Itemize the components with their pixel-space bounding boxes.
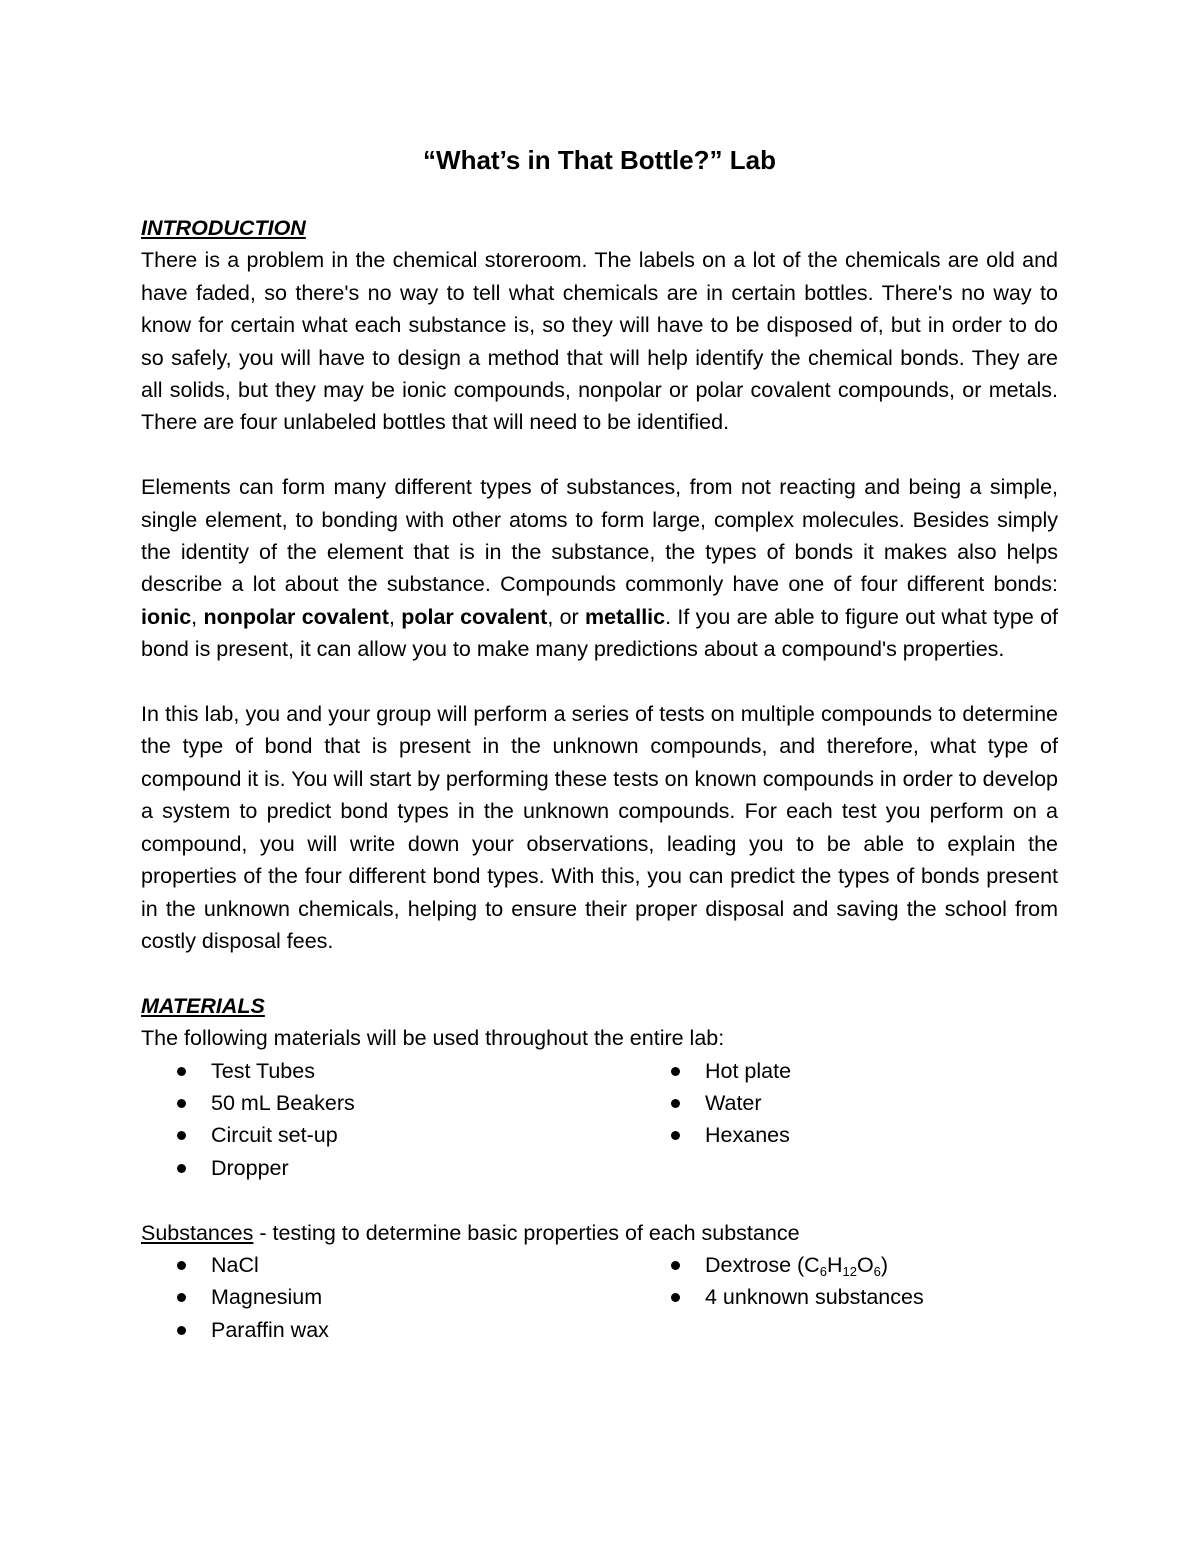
list-item-label: Test Tubes [211, 1058, 315, 1083]
bullet-icon [177, 1261, 186, 1270]
introduction-paragraph-3: In this lab, you and your group will perform a series of tests on multiple compounds to determine the type of bond that is present in the unknown compounds, and therefore, what type of compound it is. You will start by performing these tests on known compounds in order to develop a system to predict bond types in the unknown compounds. For each test you perform on a compound, you will write down your observations, leading you to be able to explain the properties of the four different bond types. With this, you can predict the types of bonds present in the unknown chemicals, helping to ensure their proper disposal and saving the school from costly disposal fees. [141, 702, 1058, 953]
substances-label: Substances [141, 1220, 254, 1245]
substances-list-right [635, 1249, 1058, 1346]
materials-list [141, 1055, 1058, 1185]
dextrose-prefix: Dextrose (C [705, 1252, 820, 1277]
bullet-icon [671, 1261, 680, 1270]
materials-list-right [635, 1055, 1058, 1185]
list-item [141, 1152, 635, 1184]
list-item [141, 1119, 635, 1151]
bullet-icon [177, 1131, 186, 1140]
para2-sep-2: , [388, 604, 402, 629]
substances-list [141, 1249, 1058, 1346]
paragraph-gap [141, 666, 1058, 698]
para2-text-after: . If you are able to figure out what type of bond is present, it can allow you to make many predictions about a compound's properties. [141, 604, 1059, 662]
paragraph-gap [141, 957, 1058, 989]
para2-sep-3: , or [547, 604, 586, 629]
paragraph-gap [141, 439, 1058, 471]
document-title: “What’s in That Bottle?” Lab [423, 145, 776, 175]
dextrose-oxygen: O [856, 1252, 874, 1277]
list-item-label: Magnesium [211, 1285, 323, 1310]
bullet-icon [177, 1164, 186, 1173]
dextrose-hydrogen: H [826, 1252, 843, 1277]
bond-metallic: metallic [585, 604, 666, 629]
list-item [141, 1281, 635, 1313]
subscript-carbon: 6 [819, 1263, 827, 1279]
bullet-icon [177, 1067, 186, 1076]
list-item [141, 1314, 635, 1346]
document-page [141, 140, 1058, 1346]
introduction-paragraph-1: There is a problem in the chemical storeroom. The labels on a lot of the chemicals are old and have faded, so there's no way to tell what chemicals are in certain bottles. There's no way to know for certain what each substance is, so they will have to be disposed of, but in order to do so safely, you will have to design a method that will help identify the chemical bonds. They are all solids, but they may be ionic compounds, nonpolar or polar covalent compounds, or metals. There are four unlabeled bottles that will need to be identified. [141, 248, 1058, 435]
bond-ionic: ionic [141, 604, 192, 629]
bond-polar-covalent: polar covalent [401, 604, 548, 629]
bullet-icon [671, 1131, 680, 1140]
para2-text-before: Elements can form many different types of substances, from not reacting and being a simple, single element, to bonding with other atoms to form large, complex molecules. Besides simply the identity of the element that is in the substance, the types of bonds it makes also helps describe a lot about the substance. Compounds commonly have one of four different bonds: [141, 475, 1058, 597]
list-item [635, 1119, 1058, 1151]
subscript-hydrogen: 12 [842, 1263, 857, 1279]
list-item-label: 4 unknown substances [705, 1285, 924, 1310]
list-item-label: Water [705, 1090, 762, 1115]
para2-sep-1: , [191, 604, 204, 629]
list-item-label: Hexanes [705, 1123, 790, 1148]
materials-intro: The following materials will be used throughout the entire lab: [141, 1026, 725, 1051]
list-item [635, 1281, 1058, 1313]
list-item [635, 1055, 1058, 1087]
materials-heading: MATERIALS [141, 993, 265, 1018]
list-item [141, 1055, 635, 1087]
bullet-icon [671, 1067, 680, 1076]
list-item [635, 1087, 1058, 1119]
substances-intro [141, 1217, 1058, 1249]
substances-description: - testing to determine basic properties of each substance [253, 1220, 800, 1245]
list-item [635, 1249, 1058, 1281]
introduction-heading: INTRODUCTION [141, 216, 306, 240]
paragraph-gap [141, 1184, 1058, 1216]
list-item [141, 1087, 635, 1119]
list-item-label: Dropper [211, 1155, 289, 1180]
list-item-label: 50 mL Beakers [211, 1090, 355, 1115]
bullet-icon [671, 1293, 680, 1302]
list-item-label: Circuit set-up [211, 1123, 338, 1148]
introduction-paragraph-2 [141, 471, 1058, 665]
dextrose-formula [705, 1253, 888, 1277]
bullet-icon [177, 1293, 186, 1302]
substances-list-left [141, 1249, 635, 1346]
bullet-icon [177, 1326, 186, 1335]
list-item [141, 1249, 635, 1281]
bond-nonpolar-covalent: nonpolar covalent [203, 604, 389, 629]
bullet-icon [177, 1099, 186, 1108]
bullet-icon [671, 1099, 680, 1108]
list-item-label: Paraffin wax [211, 1317, 329, 1342]
list-item-label: Hot plate [705, 1058, 792, 1083]
dextrose-suffix: ) [880, 1252, 889, 1277]
list-item-label: NaCl [211, 1252, 259, 1277]
materials-list-left [141, 1055, 635, 1185]
subscript-oxygen: 6 [873, 1263, 881, 1279]
